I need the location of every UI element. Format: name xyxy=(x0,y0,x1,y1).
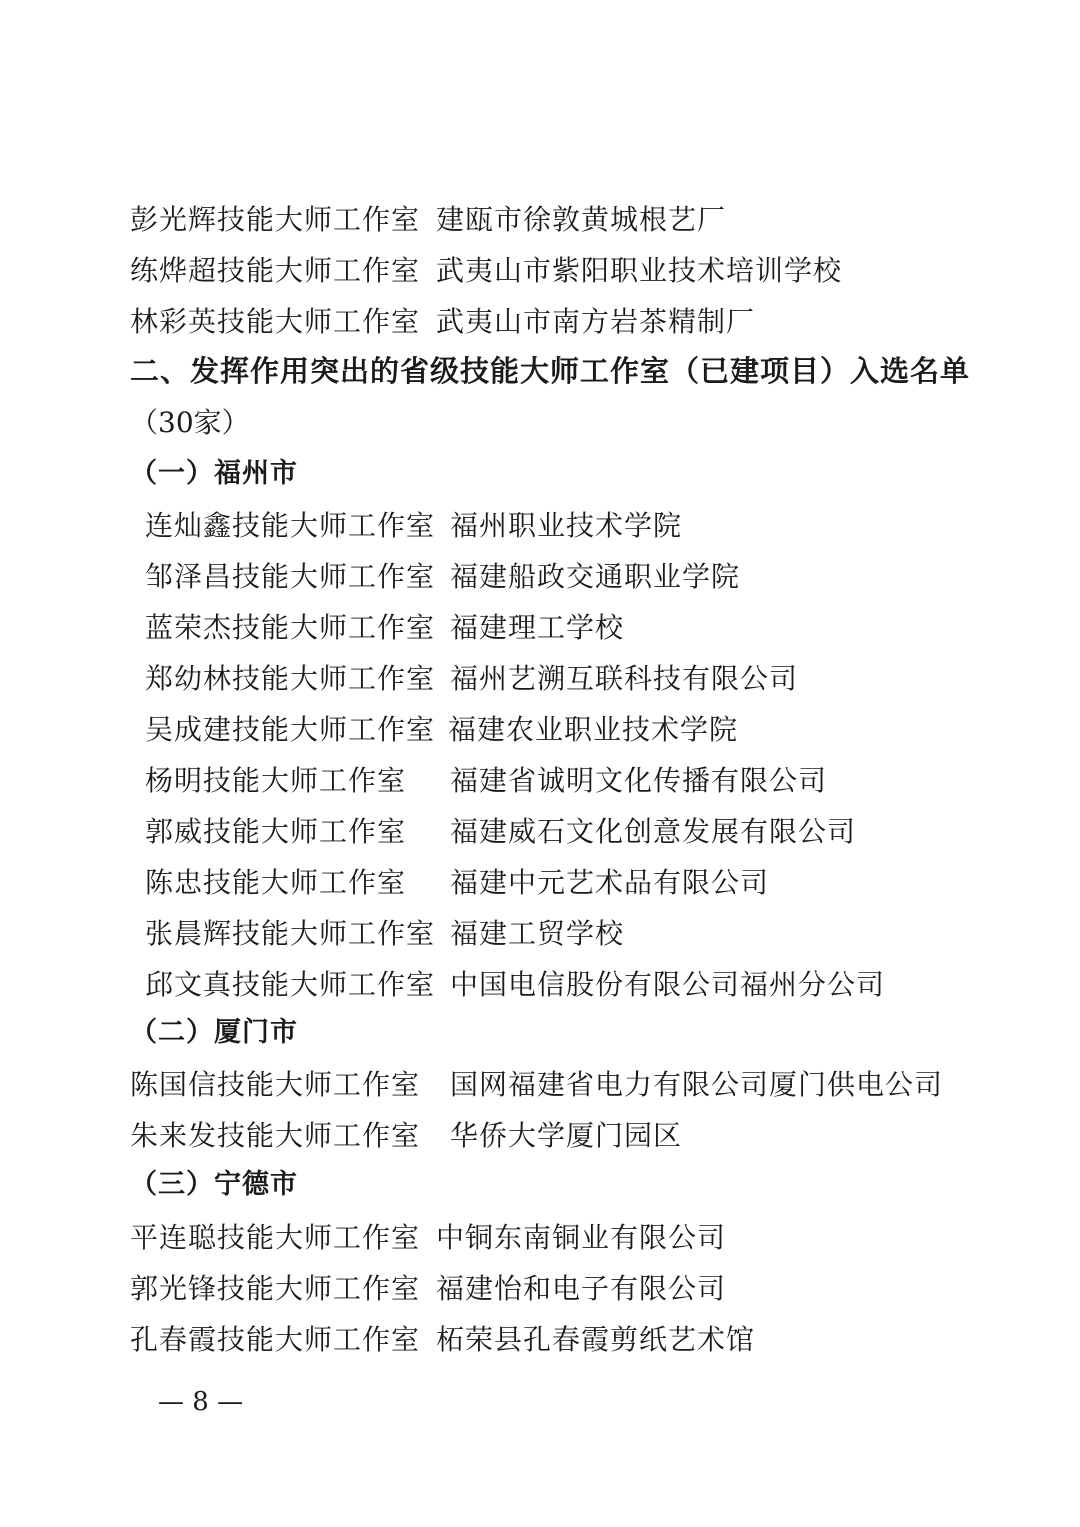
studio-name: 林彩英技能大师工作室 xyxy=(130,305,421,338)
organization-name: 福建怡和电子有限公司 xyxy=(436,1272,727,1305)
studio-name: 陈国信技能大师工作室 xyxy=(130,1068,421,1101)
section-heading: 二、发挥作用突出的省级技能大师工作室（已建项目）入选名单 xyxy=(130,354,971,388)
organization-name: 国网福建省电力有限公司厦门供电公司 xyxy=(450,1068,944,1101)
studio-name: 蓝荣杰技能大师工作室 xyxy=(145,611,436,644)
organization-name: 中国电信股份有限公司福州分公司 xyxy=(450,968,886,1001)
studio-name: 邱文真技能大师工作室 xyxy=(145,968,436,1001)
studio-name: 郭威技能大师工作室 xyxy=(145,815,407,848)
organization-name: 福建船政交通职业学院 xyxy=(450,560,741,593)
organization-name: 福州艺溯互联科技有限公司 xyxy=(450,662,799,695)
city-heading-xiamen: （二）厦门市 xyxy=(130,1017,298,1048)
city-heading-fuzhou: （一）福州市 xyxy=(130,458,298,489)
studio-name: 吴成建技能大师工作室 xyxy=(145,713,436,746)
studio-name: 郑幼林技能大师工作室 xyxy=(145,662,436,695)
section-count: （30家） xyxy=(130,406,250,439)
studio-name: 朱来发技能大师工作室 xyxy=(130,1119,421,1152)
organization-name: 福建省诚明文化传播有限公司 xyxy=(450,764,828,797)
studio-name: 邹泽昌技能大师工作室 xyxy=(145,560,436,593)
organization-name: 福建理工学校 xyxy=(450,611,625,644)
studio-name: 陈忠技能大师工作室 xyxy=(145,866,407,899)
studio-name: 郭光锋技能大师工作室 xyxy=(130,1272,421,1305)
studio-name: 张晨辉技能大师工作室 xyxy=(145,917,436,950)
studio-name: 杨明技能大师工作室 xyxy=(145,764,407,797)
studio-name: 练烨超技能大师工作室 xyxy=(130,254,421,287)
studio-name: 平连聪技能大师工作室 xyxy=(130,1221,421,1254)
organization-name: 中铜东南铜业有限公司 xyxy=(436,1221,727,1254)
studio-name: 孔春霞技能大师工作室 xyxy=(130,1323,421,1356)
page-number: — 8 — xyxy=(158,1387,244,1417)
organization-name: 福建工贸学校 xyxy=(450,917,625,950)
organization-name: 福建农业职业技术学院 xyxy=(448,713,739,746)
studio-name: 彭光辉技能大师工作室 xyxy=(130,203,421,236)
city-heading-ningde: （三）宁德市 xyxy=(130,1169,298,1200)
organization-name: 福州职业技术学院 xyxy=(450,509,683,542)
organization-name: 建瓯市徐敦黄城根艺厂 xyxy=(436,203,727,236)
organization-name: 武夷山市南方岩茶精制厂 xyxy=(436,305,756,338)
organization-name: 福建威石文化创意发展有限公司 xyxy=(450,815,857,848)
organization-name: 武夷山市紫阳职业技术培训学校 xyxy=(436,254,843,287)
organization-name: 柘荣县孔春霞剪纸艺术馆 xyxy=(436,1323,756,1356)
organization-name: 福建中元艺术品有限公司 xyxy=(450,866,770,899)
organization-name: 华侨大学厦门园区 xyxy=(450,1119,683,1152)
studio-name: 连灿鑫技能大师工作室 xyxy=(145,509,436,542)
